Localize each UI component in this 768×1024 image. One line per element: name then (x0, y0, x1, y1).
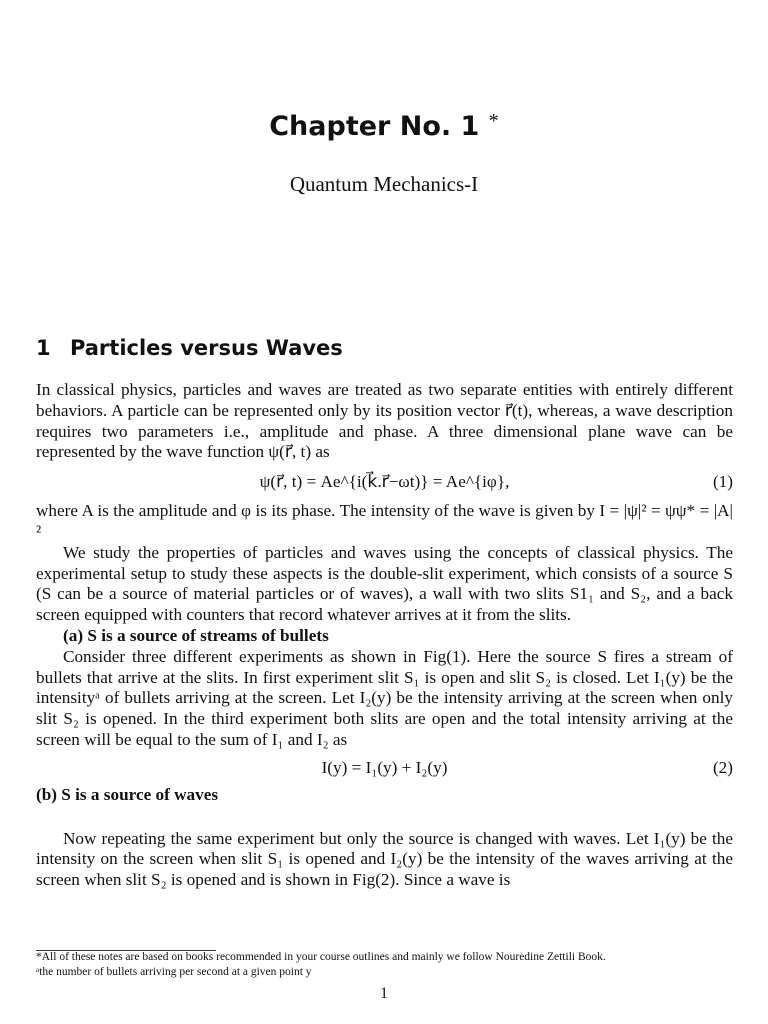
equation-1 (36, 463, 733, 501)
paragraph: We study the properties of particles and waves using the concepts of classical physics. The experimental setup to study these aspects is the double-slit experiment, which consists of a source S (S can be a source of material particles or of waves), a wall with two slits S1₁ and S₂, and a back screen equipped with counters that record whatever arrives at it from the slits. (36, 542, 733, 625)
section-number: 1 (36, 336, 51, 360)
paragraph: Now repeating the same experiment but only the source is changed with waves. Let I₁(y) be the intensity on the screen when slit S₁ is opened and I₂(y) be the intensity of the waves arriving at the screen when slit S₂ is opened and is shown in Fig(2). Since a wave is (36, 828, 733, 890)
chapter-subtitle: Quantum Mechanics-I (289, 172, 479, 196)
equation-1-number: (1) (712, 472, 733, 492)
equation-2 (36, 751, 733, 785)
chapter-title (0, 110, 768, 142)
paragraph: In classical physics, particles and waves are treated as two separate entities with entirely different behaviors. A particle can be represented only by its position vector r⃗(t), whereas, a wave description requires two parameters i.e., amplitude and phase. A three dimensional plane wave can be represented by the wave function ψ(r⃗, t) as (36, 380, 733, 462)
section-heading (36, 336, 343, 360)
subheading-b: (b) S is a source of waves (36, 784, 219, 804)
spacer (36, 806, 733, 829)
equation-2-number: (2) (712, 757, 733, 777)
chapter-footnote-mark: * (488, 110, 499, 132)
paragraph: Consider three different experiments as shown in Fig(1). Here the source S fires a stream of bullets that arrive at the slits. In first experiment slit S₁ is open and slit S₂ is closed. Let I₁(y) be the intensityᵃ of bullets arriving at the screen. Let I₂(y) be the intensity arriving at the screen when only slit S₂ is opened. In the third experiment both slits are open and the total intensity arriving at the screen will be equal to the sum of I₁ and I₂ as (36, 646, 733, 749)
footnotes (36, 950, 733, 980)
footnote-1: *All of these notes are based on books recommended in your course outlines and mainly we follow Nouredine Zettili Book. (36, 951, 606, 963)
equation-2-expression: I(y) = I₁(y) + I₂(y) (321, 757, 448, 777)
page-number: 1 (380, 985, 388, 1002)
subheading-a: (a) S is a source of streams of bullets (63, 625, 329, 645)
footnote-2: ᵃthe number of bullets arriving per second at a given point y (36, 966, 312, 978)
equation-1-expression: ψ(r⃗, t) = Ae^{i(k⃗.r⃗−ωt)} = Ae^{iφ}, (259, 472, 510, 492)
body-text (36, 380, 733, 891)
paragraph: where A is the amplitude and φ is its phase. The intensity of the wave is given by I = |ψ|² = ψψ* = |A|² (36, 501, 733, 541)
chapter-title-text: Chapter No. 1 (269, 111, 480, 142)
section-title: Particles versus Waves (69, 336, 343, 360)
